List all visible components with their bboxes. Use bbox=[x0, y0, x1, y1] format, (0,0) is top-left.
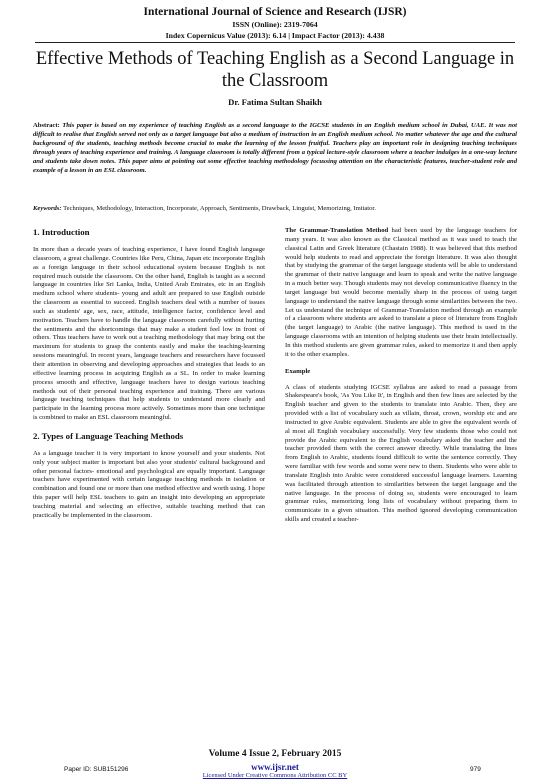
abstract bbox=[33, 122, 517, 175]
keywords-text: Techniques, Methodology, Interaction, Incorporate, Approach, Sentiments, Drawback, Linguist, Memorizing, Imitator. bbox=[63, 205, 376, 212]
section-heading-introduction: 1. Introduction bbox=[33, 227, 90, 237]
footer-page-number: 979 bbox=[470, 766, 481, 773]
header-rule bbox=[35, 42, 515, 43]
example-heading: Example bbox=[285, 367, 311, 375]
journal-name: International Journal of Science and Research (IJSR) bbox=[143, 6, 407, 18]
example-text: A class of students studying IGCSE syllabus are asked to read a passage from Shakespeare's book, 'As You Like It', in English and then few lines are selected by the English teacher and given to the students to translate into Arabic. Then, they are provided with a list of vocabulary such as villain, throat, crown, worship etc and are instructed to give Arabic equivalent. Students are able to give the equivalent words of al most all English vocabulary successfully. Very few students those who could not provide the Arabic equivalent to the English vocabulary asked the teacher and the teacher provided them with the correct answer directly. While translating the lines from English to Arabic, students found difficult to write the sentence correctly. They were familiar with few words and some were new to them. Students who were able to translate English into Arabic were considered successful language learners. Learning was facilitated through attention to similarities between the target language and the native language. In the process of doing so, students were encouraged to learn grammar rules, memorizing long lists of vocabulary without preparing them to communicate in a given situation. This method ignored developing communication skills and created a teacher- bbox=[285, 383, 517, 524]
types-text: As a language teacher it is very important to know yourself and your students. Not only your subject matter is important but also your students' cultural background and other personal factors- emotional and psychological are equally important. Language teachers have experimented with certain language teaching methods in isolation or combination and found one or more than one method effective and worth using. I hope this paper will help ESL teachers to gain an insight into developing an appropriate teaching material and selecting an effective, suitable teaching method that can practically be implemented in the classroom. bbox=[33, 449, 265, 519]
keywords-label: Keywords: bbox=[33, 205, 62, 212]
right-column bbox=[285, 227, 517, 529]
left-column bbox=[33, 227, 265, 525]
abstract-label: Abstract: bbox=[33, 122, 60, 129]
introduction-text: In more than a decade years of teaching experience, I have found English language classroom, a great challenge. Countries like Peru, China, Japan etc incorporate English as a foreign language in their school educational system because English is not required much outside the classroom. On the other hand, English is taught as a second language in countries like Sri Lanka, India, United Arab Emirates, etc in an English medium school where students- young and adult are prepared to use English outside the classroom as essential to succeed. English teachers deal with a number of issues such as students' age, sex, race, attitude, intelligence factor, confidence level and motivation. Teachers have to handle the language classroom carefully without hurting the sentiments and the shortcomings that may make a student feel low in front of others. Thus teachers have to work out a teaching methodology that may bring out the maximum for students to grasp the contents easily and make the teaching-learning sessions meaningful. In recent years, language teachers and researchers have focussed their attention in observing and developing approaches and strategies that leads to an effective learning process in acquiring English as a SL. In order to make learning process smooth and effective, language teachers have to design various teaching methods out of their personal teaching experience and training. There are various language teaching techniques that help students to understand more clearly and participate in the learning process more actively. Sometimes more than one technique is combined to make an ESL classroom meaningful. bbox=[33, 246, 265, 422]
footer-url-link[interactable]: www.ijsr.net bbox=[251, 762, 299, 772]
gtm-text: had been used by the language teachers for many years. It was also known as the Classical method as it was used to teach the classical Latin and Greek literature (Chastain 1988). It was believed that this method would help students to read and appreciate the foreign literature. It was also thought that by studying the grammar of the target language students will be able to understand the grammar of their native language and learn to speak and write the native language in a much better way. Though students may not develop communicative fluency in the target language but would become mentally sharp in the process of using target language to understand the native language through some similarities between the two. Let us understand the technique of Grammar-Translation method through an example of a classroom where students are asked to translate a piece of literature from English (the target language) to Arabic (the native language). This method is used in the language classrooms with an intention of helping students use their brain intellectually. In this method students are given grammar rules, asked to memorize it and then apply it to the other examples. bbox=[285, 227, 517, 358]
footer-license-link[interactable]: Licensed Under Creative Commons Attribution CC BY bbox=[202, 772, 348, 779]
gtm-term: The Grammar-Translation Method bbox=[285, 227, 389, 234]
author-name: Dr. Fatima Sultan Shaikh bbox=[228, 97, 322, 107]
keywords bbox=[33, 205, 517, 214]
section-heading-types: 2. Types of Language Teaching Methods bbox=[33, 430, 184, 441]
footer-paper-id: Paper ID: SUB151296 bbox=[64, 766, 129, 773]
abstract-text: This paper is based on my experience of teaching English as a second language to the IGCSE students in an English medium school in Dubai, UAE. It was not difficult to realise that English served not only as a target language but also a medium of instruction in an English medium school. No matter whatever the age and the cultural background of the students, teaching methods become crucial to make the learning of the lesson fruitful. Teachers play an important role in designing teaching techniques through years of teaching experience and training. A language classroom is totally different from a typical lecture-style classroom where a teacher indulges in a one-way lecture and students take down notes. This paper aims at pointing out some effective teaching methodology focussing attention on the characteristic features, teacher-student role and example of a lesson in an ESL classroom. bbox=[33, 122, 517, 174]
footer-volume: Volume 4 Issue 2, February 2015 bbox=[208, 749, 342, 759]
issn: ISSN (Online): 2319-7064 bbox=[232, 20, 318, 29]
index-copernicus: Index Copernicus Value (2013): 6.14 | Impact Factor (2013): 4.438 bbox=[165, 31, 385, 40]
gtm-paragraph bbox=[285, 227, 517, 360]
paper-title: Effective Methods of Teaching English as a Second Language in the Classroom bbox=[35, 49, 515, 91]
